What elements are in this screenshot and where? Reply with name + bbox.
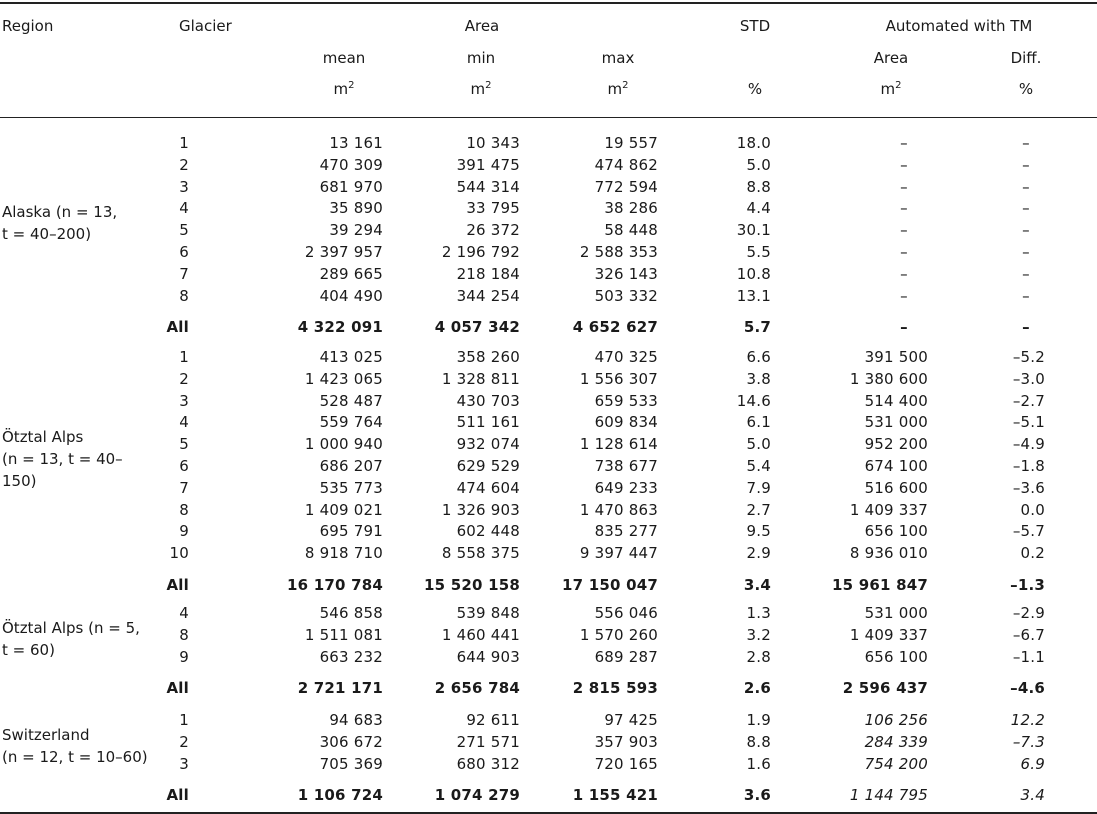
diff-cell: 6.9 (1020, 754, 1045, 773)
std-cell: 3.2 (746, 625, 771, 644)
max-cell: 503 332 (594, 286, 658, 305)
min-cell: 2 196 792 (441, 243, 520, 261)
max-cell: 609 834 (594, 413, 658, 432)
auto-area-cell: 15 961 847 (832, 576, 928, 594)
diff-cell: –5.1 (1012, 413, 1045, 432)
auto-area-cell: 1 144 795 (849, 786, 928, 805)
glacier-cell: 8 (179, 625, 189, 644)
unit-std: % (747, 80, 763, 98)
glacier-cell: 9 (179, 522, 189, 541)
min-cell: 680 312 (456, 754, 520, 773)
table-top-rule (0, 2, 1097, 4)
glacier-cell: 2 (179, 732, 189, 751)
mean-cell: 2 721 171 (297, 679, 383, 698)
diff-cell: –5.2 (1012, 348, 1045, 366)
min-cell: 92 611 (466, 711, 520, 729)
auto-area-cell: 531 000 (864, 413, 928, 432)
auto-area-cell: 656 100 (864, 522, 928, 541)
std-cell: 3.8 (746, 369, 771, 388)
region-label: Ötztal Alps (2, 428, 84, 446)
min-cell: 932 074 (456, 435, 520, 454)
glacier-cell: 9 (179, 647, 189, 666)
std-cell: 1.9 (746, 711, 771, 729)
auto-area-cell: 531 000 (864, 604, 928, 622)
diff-cell: 0.0 (1020, 500, 1045, 519)
std-cell: 8.8 (746, 732, 771, 751)
glacier-cell: 5 (179, 221, 189, 240)
region-label: Switzerland (2, 725, 90, 744)
mean-cell: 13 161 (329, 134, 383, 152)
max-cell: 659 533 (594, 391, 658, 410)
std-cell: 9.5 (746, 522, 771, 541)
mean-cell: 663 232 (319, 647, 383, 666)
min-cell: 474 604 (456, 478, 520, 497)
diff-cell: –1.1 (1012, 647, 1045, 666)
diff-cell: – (1022, 264, 1030, 283)
std-cell: 5.5 (746, 243, 771, 261)
mean-cell: 470 309 (319, 155, 383, 174)
mean-cell: 4 322 091 (297, 318, 383, 337)
header-mean: mean (322, 49, 366, 67)
max-cell: 1 556 307 (579, 369, 658, 388)
min-cell: 8 558 375 (441, 544, 520, 563)
mean-cell: 1 409 021 (304, 500, 383, 519)
region-label: (n = 13, t = 40– (2, 450, 123, 468)
std-cell: 2.6 (743, 679, 771, 698)
std-cell: 6.6 (746, 348, 771, 366)
mean-cell: 8 918 710 (304, 544, 383, 563)
min-cell: 4 057 342 (434, 318, 520, 337)
min-cell: 344 254 (456, 286, 520, 305)
max-cell: 556 046 (594, 604, 658, 622)
mean-cell: 546 858 (319, 604, 383, 622)
glacier-cell: 4 (179, 413, 189, 432)
auto-area-cell: – (900, 264, 908, 283)
std-cell: 2.7 (746, 500, 771, 519)
max-cell: 38 286 (604, 199, 658, 218)
unit-max: $m^2$ (607, 80, 629, 98)
region-label: 150) (2, 472, 37, 490)
diff-cell: –3.6 (1012, 478, 1045, 497)
diff-cell: –1.8 (1012, 457, 1045, 475)
min-cell: 511 161 (456, 413, 520, 432)
glacier-cell: 7 (179, 264, 189, 283)
diff-cell: –3.0 (1012, 369, 1045, 388)
mean-cell: 695 791 (319, 522, 383, 541)
max-cell: 1 128 614 (579, 435, 658, 454)
max-cell: 4 652 627 (572, 318, 658, 337)
diff-cell: – (1022, 177, 1030, 196)
std-cell: 13.1 (736, 286, 771, 305)
std-cell: 1.6 (746, 754, 771, 773)
glacier-cell: 3 (179, 391, 189, 410)
auto-area-cell: – (900, 177, 908, 196)
std-cell: 18.0 (736, 134, 771, 152)
diff-cell: – (1022, 155, 1030, 174)
glacier-cell: 5 (179, 435, 189, 454)
header-max: max (601, 49, 635, 67)
min-cell: 358 260 (456, 348, 520, 366)
std-cell: 14.6 (736, 391, 771, 410)
mean-cell: 681 970 (319, 177, 383, 196)
std-cell: 10.8 (736, 264, 771, 283)
mean-cell: 559 764 (319, 413, 383, 432)
max-cell: 1 570 260 (579, 625, 658, 644)
mean-cell: 404 490 (319, 286, 383, 305)
min-cell: 539 848 (456, 604, 520, 622)
diff-cell: –2.9 (1012, 604, 1045, 622)
header-glacier: Glacier (179, 17, 232, 35)
auto-area-cell: 106 256 (864, 711, 928, 729)
header-auto-area: Area (873, 49, 909, 67)
max-cell: 97 425 (604, 711, 658, 729)
diff-cell: –7.3 (1012, 732, 1045, 751)
mean-cell: 1 000 940 (304, 435, 383, 454)
header-diff: Diff. (1010, 49, 1042, 67)
glacier-cell: 1 (179, 348, 189, 366)
diff-cell: –4.9 (1012, 435, 1045, 454)
mean-cell: 535 773 (319, 478, 383, 497)
std-cell: 3.4 (743, 576, 771, 594)
unit-diff: % (1018, 80, 1034, 98)
max-cell: 2 588 353 (579, 243, 658, 261)
auto-area-cell: – (900, 243, 908, 261)
mean-cell: 1 511 081 (304, 625, 383, 644)
region-label: Alaska (n = 13, (2, 203, 118, 222)
min-cell: 544 314 (456, 177, 520, 196)
glacier-cell: All (166, 786, 189, 805)
mean-cell: 413 025 (319, 348, 383, 366)
diff-cell: – (1022, 199, 1030, 218)
unit-mean: $m^2$ (333, 80, 355, 98)
max-cell: 772 594 (594, 177, 658, 196)
region-label: Ötztal Alps (n = 5, (2, 618, 140, 637)
glacier-cell: 10 (169, 544, 189, 563)
auto-area-cell: 514 400 (864, 391, 928, 410)
max-cell: 357 903 (594, 732, 658, 751)
diff-cell: –2.7 (1012, 391, 1045, 410)
mean-cell: 528 487 (319, 391, 383, 410)
glacier-cell: All (166, 576, 189, 594)
max-cell: 738 677 (594, 457, 658, 475)
header-area: Area (464, 17, 500, 35)
auto-area-cell: 952 200 (864, 435, 928, 454)
glacier-cell: 7 (179, 478, 189, 497)
unit-auto-area: $m^2$ (880, 80, 902, 98)
header-region: Region (2, 17, 54, 35)
auto-area-cell: 391 500 (864, 348, 928, 366)
auto-area-cell: – (900, 221, 908, 240)
min-cell: 2 656 784 (434, 679, 520, 698)
max-cell: 835 277 (594, 522, 658, 541)
std-cell: 8.8 (746, 177, 771, 196)
region-label: (n = 12, t = 10–60) (2, 747, 148, 766)
diff-cell: –6.7 (1012, 625, 1045, 644)
glacier-cell: 2 (179, 155, 189, 174)
min-cell: 1 460 441 (441, 625, 520, 644)
max-cell: 1 470 863 (579, 500, 658, 519)
min-cell: 644 903 (456, 647, 520, 666)
std-cell: 3.6 (743, 786, 771, 805)
min-cell: 10 343 (466, 134, 520, 152)
std-cell: 5.0 (746, 435, 771, 454)
diff-cell: – (1022, 221, 1030, 240)
std-cell: 30.1 (736, 221, 771, 240)
max-cell: 720 165 (594, 754, 658, 773)
glacier-cell: 3 (179, 754, 189, 773)
diff-cell: 0.2 (1020, 544, 1045, 563)
auto-area-cell: 8 936 010 (849, 544, 928, 563)
diff-cell: 12.2 (1010, 711, 1045, 729)
diff-cell: – (1022, 286, 1030, 305)
mean-cell: 1 423 065 (304, 369, 383, 388)
mean-cell: 39 294 (329, 221, 383, 240)
min-cell: 629 529 (456, 457, 520, 475)
glacier-cell: 8 (179, 500, 189, 519)
region-label: t = 40–200) (2, 225, 92, 244)
glacier-cell: 6 (179, 243, 189, 261)
std-cell: 5.4 (746, 457, 771, 475)
glacier-cell: All (166, 318, 189, 337)
diff-cell: – (1022, 243, 1030, 261)
unit-min: $m^2$ (470, 80, 492, 98)
auto-area-cell: 754 200 (864, 754, 928, 773)
max-cell: 19 557 (604, 134, 658, 152)
mean-cell: 306 672 (319, 732, 383, 751)
min-cell: 33 795 (466, 199, 520, 218)
diff-cell: 3.4 (1020, 786, 1045, 805)
mean-cell: 1 106 724 (297, 786, 383, 805)
auto-area-cell: 2 596 437 (842, 679, 928, 698)
diff-cell: –5.7 (1012, 522, 1045, 541)
min-cell: 26 372 (466, 221, 520, 240)
max-cell: 9 397 447 (579, 544, 658, 563)
min-cell: 15 520 158 (424, 576, 520, 594)
glacier-cell: 3 (179, 177, 189, 196)
max-cell: 470 325 (594, 348, 658, 366)
std-cell: 1.3 (746, 604, 771, 622)
glacier-cell: 6 (179, 457, 189, 475)
glacier-cell: 8 (179, 286, 189, 305)
diff-cell: – (1022, 318, 1030, 337)
min-cell: 271 571 (456, 732, 520, 751)
mean-cell: 35 890 (329, 199, 383, 218)
header-std: STD (739, 17, 771, 35)
mean-cell: 705 369 (319, 754, 383, 773)
diff-cell: – (1022, 134, 1030, 152)
glacier-cell: 4 (179, 604, 189, 622)
glacier-cell: 4 (179, 199, 189, 218)
max-cell: 1 155 421 (572, 786, 658, 805)
auto-area-cell: – (900, 199, 908, 218)
std-cell: 6.1 (746, 413, 771, 432)
glacier-cell: 1 (179, 711, 189, 729)
glacier-cell: All (166, 679, 189, 698)
max-cell: 474 862 (594, 155, 658, 174)
auto-area-cell: – (900, 134, 908, 152)
auto-area-cell: 1 380 600 (849, 369, 928, 388)
max-cell: 689 287 (594, 647, 658, 666)
std-cell: 2.8 (746, 647, 771, 666)
max-cell: 58 448 (604, 221, 658, 240)
min-cell: 218 184 (456, 264, 520, 283)
glacier-cell: 2 (179, 369, 189, 388)
auto-area-cell: 674 100 (864, 457, 928, 475)
max-cell: 326 143 (594, 264, 658, 283)
mean-cell: 94 683 (329, 711, 383, 729)
mean-cell: 2 397 957 (304, 243, 383, 261)
auto-area-cell: – (900, 155, 908, 174)
max-cell: 17 150 047 (562, 576, 658, 594)
std-cell: 5.0 (746, 155, 771, 174)
auto-area-cell: 284 339 (864, 732, 928, 751)
min-cell: 391 475 (456, 155, 520, 174)
max-cell: 649 233 (594, 478, 658, 497)
auto-area-cell: 656 100 (864, 647, 928, 666)
header-bottom-rule (0, 117, 1097, 118)
region-label: t = 60) (2, 640, 55, 659)
std-cell: 4.4 (746, 199, 771, 218)
std-cell: 2.9 (746, 544, 771, 563)
auto-area-cell: 1 409 337 (849, 625, 928, 644)
auto-area-cell: – (900, 286, 908, 305)
diff-cell: –1.3 (1010, 576, 1045, 594)
header-min: min (466, 49, 496, 67)
mean-cell: 289 665 (319, 264, 383, 283)
min-cell: 1 328 811 (441, 369, 520, 388)
min-cell: 430 703 (456, 391, 520, 410)
glacier-cell: 1 (179, 134, 189, 152)
min-cell: 1 074 279 (434, 786, 520, 805)
table-bottom-rule (0, 812, 1097, 814)
min-cell: 602 448 (456, 522, 520, 541)
min-cell: 1 326 903 (441, 500, 520, 519)
header-automated: Automated with TM (885, 17, 1033, 35)
auto-area-cell: 516 600 (864, 478, 928, 497)
mean-cell: 16 170 784 (287, 576, 383, 594)
mean-cell: 686 207 (319, 457, 383, 475)
auto-area-cell: – (900, 318, 908, 337)
diff-cell: –4.6 (1010, 679, 1045, 698)
auto-area-cell: 1 409 337 (849, 500, 928, 519)
max-cell: 2 815 593 (572, 679, 658, 698)
std-cell: 7.9 (746, 478, 771, 497)
std-cell: 5.7 (743, 318, 771, 337)
